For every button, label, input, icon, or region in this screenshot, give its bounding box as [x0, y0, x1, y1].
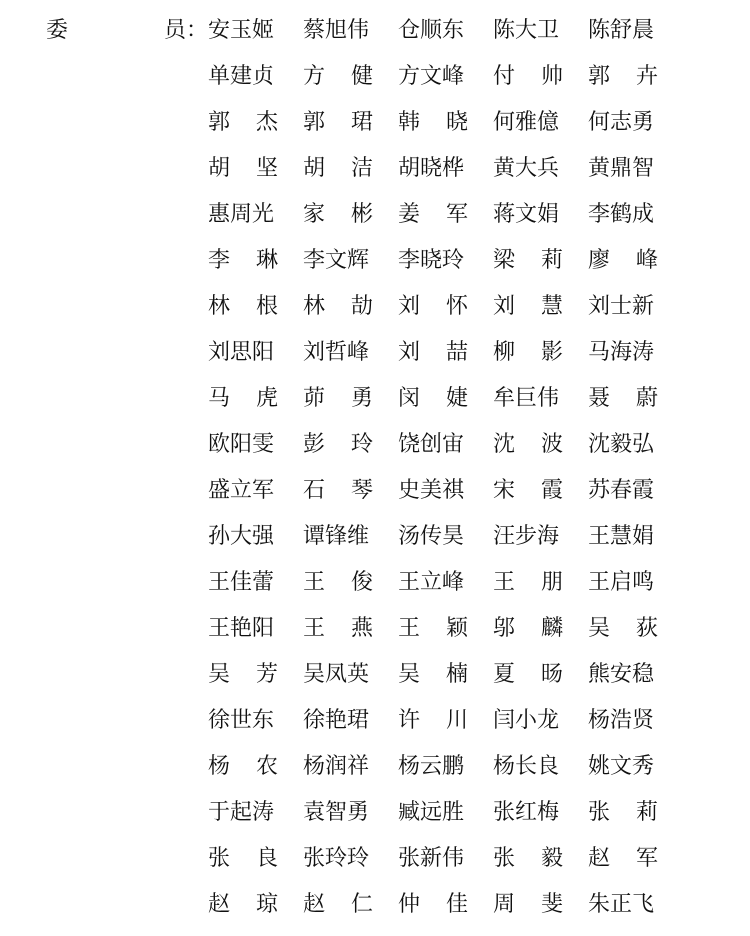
- member-name: 付 帅: [493, 64, 563, 89]
- member-name: 黄大兵: [493, 156, 560, 181]
- member-name: 周 斐: [493, 892, 563, 917]
- member-name: 蔡旭伟: [303, 18, 370, 43]
- member-name: 赵 琼: [208, 892, 278, 917]
- member-name: 袁智勇: [303, 800, 370, 825]
- member-row: [208, 154, 678, 200]
- member-name: 夏 旸: [493, 662, 563, 687]
- member-name: 马 虎: [208, 386, 278, 411]
- member-name: 黄鼎智: [588, 156, 655, 181]
- member-name: 史美祺: [398, 478, 465, 503]
- member-name: 梁 莉: [493, 248, 563, 273]
- member-name: 杨 农: [208, 754, 278, 779]
- member-name: 单建贞: [208, 64, 275, 89]
- member-name: 彭 玲: [303, 432, 373, 457]
- member-name: 张 毅: [493, 846, 563, 871]
- member-name: 闵 婕: [398, 386, 468, 411]
- member-row: [208, 292, 678, 338]
- member-name: 于起涛: [208, 800, 275, 825]
- member-name: 李晓玲: [398, 248, 465, 273]
- member-row: [208, 890, 678, 936]
- member-name: 仓顺东: [398, 18, 465, 43]
- member-name: 李鹤成: [588, 202, 655, 227]
- member-name: 刘士新: [588, 294, 655, 319]
- member-row: [208, 62, 678, 108]
- member-name: 杨长良: [493, 754, 560, 779]
- member-name: 邬 麟: [493, 616, 563, 641]
- member-name: 张 莉: [588, 800, 658, 825]
- member-name: 方文峰: [398, 64, 465, 89]
- member-name: 马海涛: [588, 340, 655, 365]
- member-name: 盛立军: [208, 478, 275, 503]
- member-row: [208, 844, 678, 890]
- member-name: 姜 军: [398, 202, 468, 227]
- member-name: 吴 楠: [398, 662, 468, 687]
- member-name-grid: [208, 16, 678, 936]
- member-name: 王 俊: [303, 570, 373, 595]
- member-row: [208, 568, 678, 614]
- member-row: [208, 246, 678, 292]
- member-name: 杨云鹏: [398, 754, 465, 779]
- member-name: 吴 芳: [208, 662, 278, 687]
- member-name: 臧远胜: [398, 800, 465, 825]
- member-name: 廖 峰: [588, 248, 658, 273]
- member-row: [208, 476, 678, 522]
- member-name: 刘 慧: [493, 294, 563, 319]
- member-name: 韩 晓: [398, 110, 468, 135]
- member-name: 胡 坚: [208, 156, 278, 181]
- member-name: 方 健: [303, 64, 373, 89]
- member-name: 刘 喆: [398, 340, 468, 365]
- member-name: 聂 蔚: [588, 386, 658, 411]
- member-name: 何志勇: [588, 110, 655, 135]
- member-name: 张红梅: [493, 800, 560, 825]
- member-row: [208, 798, 678, 844]
- member-name: 宋 霞: [493, 478, 563, 503]
- member-name: 张 良: [208, 846, 278, 871]
- member-name: 林 根: [208, 294, 278, 319]
- member-name: 沈毅弘: [588, 432, 655, 457]
- member-name: 郭 卉: [588, 64, 658, 89]
- member-name: 安玉姬: [208, 18, 275, 43]
- member-name: 张玲玲: [303, 846, 370, 871]
- member-name: 何雅億: [493, 110, 560, 135]
- member-name: 闫小龙: [493, 708, 560, 733]
- member-name: 王 朋: [493, 570, 563, 595]
- member-name: 赵 军: [588, 846, 658, 871]
- member-name: 赵 仁: [303, 892, 373, 917]
- member-name: 李 琳: [208, 248, 278, 273]
- member-name: 谭锋维: [303, 524, 370, 549]
- member-name: 家 彬: [303, 202, 373, 227]
- member-row: [208, 338, 678, 384]
- member-label-first-char: 委: [46, 18, 69, 43]
- member-name: 茆 勇: [303, 386, 373, 411]
- member-name: 陈舒晨: [588, 18, 655, 43]
- member-name: 许 川: [398, 708, 468, 733]
- member-name: 欧阳雯: [208, 432, 275, 457]
- member-name: 王艳阳: [208, 616, 275, 641]
- member-name: 苏春霞: [588, 478, 655, 503]
- member-name: 胡 洁: [303, 156, 373, 181]
- member-name: 刘 怀: [398, 294, 468, 319]
- member-row: [208, 660, 678, 706]
- member-name: 惠周光: [208, 202, 275, 227]
- member-name: 徐世东: [208, 708, 275, 733]
- member-name: 姚文秀: [588, 754, 655, 779]
- member-row: [208, 108, 678, 154]
- member-name: 张新伟: [398, 846, 465, 871]
- member-name: 柳 影: [493, 340, 563, 365]
- member-name: 蒋文娟: [493, 202, 560, 227]
- member-row: [208, 430, 678, 476]
- member-name: 刘思阳: [208, 340, 275, 365]
- member-name: 朱正飞: [588, 892, 655, 917]
- member-name: 林 劼: [303, 294, 373, 319]
- member-row: [208, 614, 678, 660]
- member-name: 徐艳珺: [303, 708, 370, 733]
- member-name: 杨润祥: [303, 754, 370, 779]
- member-name: 石 琴: [303, 478, 373, 503]
- member-name: 郭 珺: [303, 110, 373, 135]
- member-name: 吴 荻: [588, 616, 658, 641]
- member-row: [208, 752, 678, 798]
- member-name: 王立峰: [398, 570, 465, 595]
- member-row: [208, 384, 678, 430]
- member-name: 胡晓桦: [398, 156, 465, 181]
- member-row: [208, 200, 678, 246]
- member-name: 杨浩贤: [588, 708, 655, 733]
- member-name: 陈大卫: [493, 18, 560, 43]
- member-name: 吴凤英: [303, 662, 370, 687]
- member-row: [208, 706, 678, 752]
- member-name: 王慧娟: [588, 524, 655, 549]
- member-name: 王 燕: [303, 616, 373, 641]
- member-label-last-char: 员：: [164, 18, 209, 43]
- member-row: [208, 16, 678, 62]
- member-name: 熊安稳: [588, 662, 655, 687]
- member-name: 汤传昊: [398, 524, 465, 549]
- member-name: 牟巨伟: [493, 386, 560, 411]
- member-name: 郭 杰: [208, 110, 278, 135]
- member-name: 饶创宙: [398, 432, 465, 457]
- member-name: 王启鸣: [588, 570, 655, 595]
- member-name: 王 颖: [398, 616, 468, 641]
- member-name: 李文辉: [303, 248, 370, 273]
- member-name: 孙大强: [208, 524, 275, 549]
- member-name: 刘哲峰: [303, 340, 370, 365]
- member-name: 汪步海: [493, 524, 560, 549]
- member-name: 沈 波: [493, 432, 563, 457]
- member-name: 仲 佳: [398, 892, 468, 917]
- member-name: 王佳蕾: [208, 570, 275, 595]
- member-row: [208, 522, 678, 568]
